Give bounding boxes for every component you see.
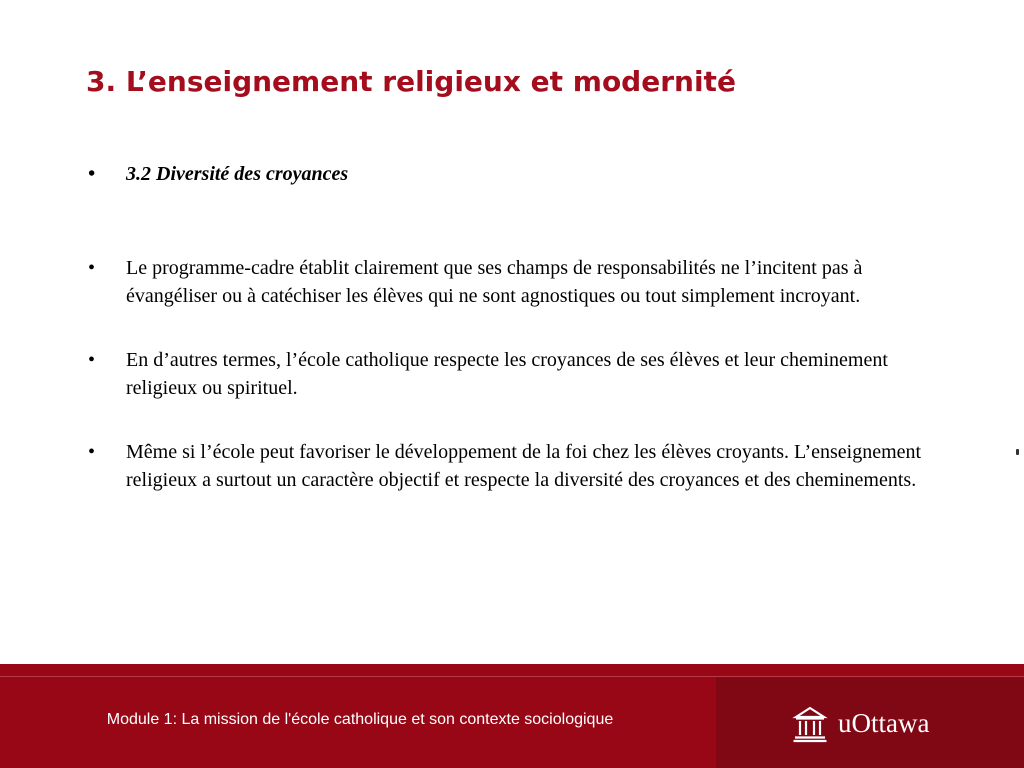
- bullet-text: En d’autres termes, l’école catholique respecte les croyances de ses élèves et leur cheminement religieux ou spirituel.: [126, 349, 888, 399]
- bullet-text: 3.2 Diversité des croyances: [126, 163, 349, 185]
- slide-title: 3. L’enseignement religieux et modernité: [86, 65, 736, 98]
- bullet-text: Même si l’école peut favoriser le développement de la foi chez les élèves croyants. L’enseignement religieux a surtout un caractère objectif et respecte la diversité des croyances et des cheminements.: [126, 441, 922, 491]
- bullet-marker: •: [88, 163, 96, 185]
- footer-module-area: [0, 677, 716, 768]
- bullet-item: [88, 438, 958, 494]
- uottawa-logo: [792, 701, 929, 745]
- bullet-marker: •: [88, 441, 96, 463]
- bullet-item: [88, 254, 958, 310]
- university-building-icon: [792, 703, 828, 743]
- bullet-marker: •: [88, 257, 96, 279]
- stray-mark: [1016, 449, 1019, 455]
- bullet-item: [88, 346, 958, 402]
- logo-text: uOttawa: [838, 708, 930, 738]
- footer-module-text: Module 1: La mission de l'école catholique et son contexte sociologique: [106, 711, 614, 728]
- bullet-text: Le programme-cadre établit clairement que ses champs de responsabilités ne l’incitent pas à évangéliser ou à catéchiser les élèves qui ne sont agnostiques ou tout simplement incroyant.: [126, 257, 863, 307]
- footer-logo-area: [716, 677, 1024, 768]
- footer-bar: [0, 664, 1024, 768]
- bullet-item-subheading: [88, 160, 958, 188]
- bullet-marker: •: [88, 349, 96, 371]
- bullet-list: [88, 160, 958, 494]
